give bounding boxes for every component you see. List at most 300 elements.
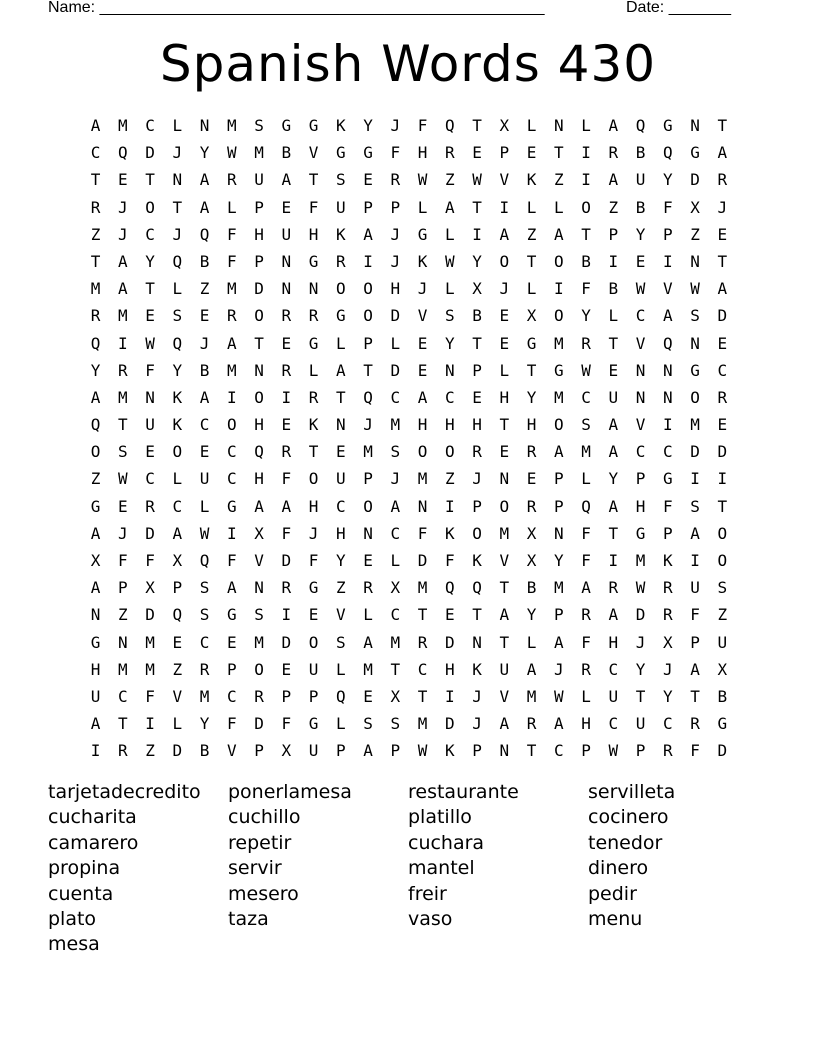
grid-letter: L <box>581 469 591 489</box>
grid-letter: G <box>308 578 319 598</box>
grid-letter: A <box>254 496 264 516</box>
grid-letter: F <box>227 251 237 271</box>
grid-letter: O <box>690 387 700 407</box>
grid-letter: I <box>145 714 155 734</box>
grid-letter: A <box>390 496 401 516</box>
grid-letter: I <box>717 469 728 489</box>
grid-letter: R <box>717 170 728 190</box>
grid-letter: I <box>445 686 455 706</box>
grid-letter: J <box>308 523 319 543</box>
grid-letter: L <box>172 469 183 489</box>
grid-letter: W <box>690 279 700 299</box>
grid-row <box>82 221 736 248</box>
grid-letter: X <box>526 523 537 543</box>
grid-letter: A <box>499 714 510 734</box>
grid-letter: O <box>254 306 264 326</box>
grid-row <box>82 493 736 520</box>
grid-letter: X <box>390 686 401 706</box>
grid-letter: L <box>526 197 537 217</box>
grid-letter: A <box>554 714 564 734</box>
grid-letter: U <box>308 659 319 679</box>
grid-letter: K <box>417 251 428 271</box>
grid-letter: M <box>227 279 237 299</box>
grid-letter: E <box>145 306 155 326</box>
grid-letter: L <box>199 496 210 516</box>
grid-letter: Z <box>336 578 346 598</box>
grid-letter: I <box>663 415 673 435</box>
grid-row <box>82 194 736 221</box>
grid-letter: M <box>417 714 428 734</box>
grid-letter: O <box>472 523 482 543</box>
grid-letter: R <box>118 360 128 380</box>
grid-letter: S <box>581 415 591 435</box>
grid-letter: T <box>363 360 373 380</box>
grid-letter: K <box>472 659 482 679</box>
grid-letter: F <box>308 551 319 570</box>
grid-letter: O <box>172 442 183 462</box>
grid-letter: C <box>90 143 101 163</box>
grid-letter: I <box>281 387 292 407</box>
grid-letter: E <box>472 387 482 407</box>
grid-letter: A <box>554 632 564 652</box>
grid-letter: Q <box>172 333 183 353</box>
grid-letter: R <box>608 578 619 598</box>
grid-letter: E <box>608 360 619 380</box>
grid-letter: F <box>227 551 237 570</box>
word-bank-item: camarero <box>48 831 139 854</box>
header <box>48 0 748 20</box>
grid-letter: J <box>472 714 482 734</box>
grid-letter: R <box>281 578 292 598</box>
grid-letter: V <box>499 551 510 570</box>
grid-row <box>82 656 736 683</box>
grid-letter: Z <box>690 224 700 244</box>
grid-letter: H <box>417 143 428 163</box>
grid-letter: A <box>90 714 101 734</box>
grid-letter: W <box>145 333 155 353</box>
grid-letter: I <box>90 741 101 761</box>
grid-letter: P <box>554 496 564 516</box>
grid-row <box>82 629 736 656</box>
grid-row <box>82 438 736 465</box>
grid-letter: I <box>690 469 700 489</box>
grid-letter: R <box>227 170 237 190</box>
grid-letter: T <box>336 387 346 407</box>
grid-letter: X <box>254 523 264 543</box>
grid-letter: J <box>554 659 564 679</box>
grid-letter: J <box>118 523 128 543</box>
grid-letter: C <box>390 605 401 625</box>
grid-letter: O <box>336 279 346 299</box>
grid-letter: U <box>608 387 619 407</box>
grid-letter: P <box>363 333 373 353</box>
grid-letter: C <box>172 496 183 516</box>
word-bank-item: mesa <box>48 933 100 956</box>
grid-letter: P <box>472 496 482 516</box>
grid-letter: Y <box>554 551 564 570</box>
grid-letter: T <box>472 197 482 217</box>
grid-letter: R <box>281 360 292 380</box>
grid-letter: R <box>118 741 128 761</box>
grid-letter: M <box>417 578 428 598</box>
grid-letter: P <box>608 224 619 244</box>
grid-letter: G <box>308 714 319 734</box>
grid-letter: N <box>417 496 428 516</box>
grid-row <box>82 302 736 329</box>
grid-letter: R <box>445 143 455 163</box>
grid-letter: L <box>581 686 591 706</box>
grid-letter: A <box>499 605 510 625</box>
word-bank-item: tarjetadecredito <box>48 781 201 803</box>
grid-letter: T <box>390 659 401 679</box>
grid-letter: P <box>281 686 292 706</box>
grid-letter: L <box>336 714 346 734</box>
grid-letter: Z <box>90 469 101 489</box>
grid-letter: Y <box>199 143 210 163</box>
grid-letter: X <box>90 551 101 570</box>
grid-letter: E <box>281 415 292 435</box>
grid-letter: G <box>336 143 346 163</box>
grid-letter: Y <box>199 714 210 734</box>
grid-letter: E <box>363 170 373 190</box>
word-bank-item: mesero <box>228 882 299 905</box>
grid-letter: Z <box>445 469 455 489</box>
grid-letter: A <box>499 224 510 244</box>
word-bank-item: servilleta <box>588 781 676 803</box>
grid-letter: M <box>417 469 428 489</box>
grid-letter: F <box>690 605 700 625</box>
grid-letter: A <box>118 251 128 271</box>
grid-letter: L <box>308 360 319 380</box>
grid-letter: L <box>172 279 183 299</box>
grid-letter: U <box>145 415 155 435</box>
grid-letter: A <box>363 741 373 761</box>
grid-letter: L <box>445 279 455 299</box>
grid-letter: W <box>199 523 210 543</box>
grid-letter: O <box>363 496 373 516</box>
grid-letter: U <box>635 170 646 190</box>
grid-letter: V <box>172 686 183 706</box>
grid-letter: O <box>717 523 728 543</box>
word-bank-item: plato <box>48 908 97 931</box>
word-bank-item: cuenta <box>48 882 114 905</box>
grid-letter: C <box>390 387 401 407</box>
grid-letter: R <box>417 632 428 652</box>
grid-letter: D <box>445 632 455 652</box>
grid-letter: J <box>417 279 428 299</box>
grid-letter: L <box>526 116 537 135</box>
grid-letter: K <box>445 741 455 761</box>
grid-letter: B <box>199 360 210 380</box>
grid-letter: E <box>635 251 646 271</box>
grid-letter: S <box>172 306 183 326</box>
grid-letter: F <box>690 741 700 761</box>
grid-letter: N <box>336 415 346 435</box>
grid-letter: N <box>281 251 292 271</box>
grid-letter: U <box>308 741 319 761</box>
grid-row <box>82 330 736 357</box>
grid-letter: T <box>717 116 728 135</box>
grid-letter: K <box>445 523 455 543</box>
grid-letter: H <box>308 496 319 516</box>
word-bank-item: cocinero <box>588 806 669 829</box>
grid-letter: P <box>554 469 564 489</box>
grid-letter: W <box>118 469 128 489</box>
grid-letter: J <box>390 116 401 135</box>
grid-letter: O <box>308 469 319 489</box>
grid-letter: E <box>717 224 728 244</box>
grid-letter: P <box>172 578 183 598</box>
grid-letter: B <box>635 197 646 217</box>
grid-letter: R <box>663 741 673 761</box>
grid-letter: Y <box>445 333 455 353</box>
grid-letter: B <box>526 578 537 598</box>
grid-row <box>82 166 736 193</box>
grid-letter: N <box>254 360 264 380</box>
grid-letter: P <box>254 197 264 217</box>
grid-letter: A <box>118 279 128 299</box>
grid-letter: S <box>254 116 264 135</box>
grid-letter: C <box>663 714 673 734</box>
grid-letter: L <box>172 116 183 135</box>
grid-row <box>82 574 736 601</box>
grid-letter: L <box>445 224 455 244</box>
grid-letter: U <box>608 686 619 706</box>
grid-letter: D <box>254 714 264 734</box>
grid-letter: Q <box>90 333 101 353</box>
grid-letter: W <box>445 251 455 271</box>
grid-letter: G <box>690 143 700 163</box>
grid-letter: P <box>690 632 700 652</box>
grid-letter: S <box>690 306 700 326</box>
grid-letter: G <box>90 496 101 516</box>
grid-letter: J <box>635 632 646 652</box>
grid-letter: Z <box>526 224 537 244</box>
grid-letter: E <box>526 469 537 489</box>
grid-letter: W <box>581 360 591 380</box>
grid-letter: G <box>417 224 428 244</box>
grid-letter: J <box>172 224 183 244</box>
grid-letter: L <box>526 632 537 652</box>
grid-letter: J <box>717 197 728 217</box>
grid-letter: O <box>445 442 455 462</box>
grid-letter: T <box>90 170 101 190</box>
grid-letter: N <box>254 578 264 598</box>
grid-letter: R <box>663 605 673 625</box>
grid-letter: G <box>90 632 101 652</box>
grid-letter: M <box>145 659 155 679</box>
grid-letter: W <box>635 279 646 299</box>
grid-letter: A <box>90 578 101 598</box>
grid-letter: E <box>145 442 155 462</box>
grid-letter: B <box>199 741 210 761</box>
grid-letter: P <box>635 741 646 761</box>
grid-letter: A <box>90 523 101 543</box>
grid-letter: N <box>199 116 210 135</box>
grid-letter: S <box>363 714 373 734</box>
grid-letter: W <box>227 143 237 163</box>
grid-letter: B <box>281 143 292 163</box>
grid-letter: A <box>608 415 619 435</box>
grid-letter: A <box>336 360 346 380</box>
grid-letter: P <box>663 523 673 543</box>
grid-letter: O <box>717 551 728 570</box>
grid-letter: D <box>145 143 155 163</box>
grid-letter: D <box>690 170 700 190</box>
grid-letter: I <box>227 523 237 543</box>
grid-letter: R <box>663 578 673 598</box>
grid-letter: Q <box>445 578 455 598</box>
grid-letter: U <box>717 632 728 652</box>
grid-letter: O <box>417 442 428 462</box>
grid-letter: C <box>581 387 591 407</box>
grid-letter: E <box>281 197 292 217</box>
grid-letter: N <box>635 360 646 380</box>
grid-letter: S <box>336 170 346 190</box>
grid-letter: F <box>581 551 591 570</box>
word-bank-item: menu <box>588 908 643 931</box>
grid-letter: T <box>526 251 537 271</box>
grid-letter: P <box>635 469 646 489</box>
grid-letter: N <box>690 333 700 353</box>
grid-letter: L <box>608 306 619 326</box>
grid-letter: N <box>499 741 510 761</box>
grid-letter: X <box>281 741 292 761</box>
grid-letter: B <box>472 306 482 326</box>
grid-letter: Y <box>472 251 482 271</box>
grid-letter: O <box>308 632 319 652</box>
grid-letter: I <box>554 279 564 299</box>
grid-letter: S <box>199 605 210 625</box>
grid-letter: M <box>690 415 700 435</box>
grid-letter: G <box>227 496 237 516</box>
grid-letter: T <box>499 578 510 598</box>
grid-letter: Y <box>526 605 537 625</box>
grid-letter: D <box>717 741 728 761</box>
grid-letter: N <box>499 469 510 489</box>
grid-letter: D <box>172 741 183 761</box>
grid-letter: Z <box>172 659 183 679</box>
word-bank-item: cucharita <box>48 806 137 829</box>
grid-letter: T <box>118 415 128 435</box>
grid-letter: Y <box>635 659 646 679</box>
grid-letter: P <box>499 143 510 163</box>
grid-letter: T <box>417 605 428 625</box>
grid-letter: E <box>445 605 455 625</box>
grid-row <box>82 737 736 764</box>
grid-letter: X <box>472 279 482 299</box>
grid-letter: Y <box>663 170 673 190</box>
grid-letter: L <box>336 333 346 353</box>
grid-letter: E <box>199 306 210 326</box>
grid-letter: T <box>172 197 183 217</box>
word-bank-item: repetir <box>228 831 292 854</box>
grid-letter: T <box>145 170 155 190</box>
grid-letter: L <box>390 333 401 353</box>
grid-letter: H <box>336 523 346 543</box>
grid-letter: V <box>417 306 428 326</box>
grid-letter: M <box>390 415 401 435</box>
grid-letter: T <box>308 170 319 190</box>
grid-letter: R <box>90 197 101 217</box>
grid-letter: E <box>417 360 428 380</box>
grid-letter: I <box>608 551 619 570</box>
grid-letter: N <box>690 251 700 271</box>
grid-letter: Q <box>254 442 264 462</box>
grid-letter: T <box>472 605 482 625</box>
grid-letter: P <box>254 741 264 761</box>
word-bank-item: tenedor <box>588 831 663 854</box>
grid-letter: E <box>526 143 537 163</box>
grid-letter: L <box>172 714 183 734</box>
grid-letter: N <box>308 279 319 299</box>
grid-letter: E <box>199 442 210 462</box>
grid-letter: F <box>145 551 155 570</box>
grid-letter: F <box>663 496 673 516</box>
grid-letter: I <box>227 387 237 407</box>
grid-letter: A <box>608 116 619 135</box>
grid-letter: E <box>281 659 292 679</box>
grid-letter: G <box>281 116 292 135</box>
grid-letter: F <box>281 523 292 543</box>
grid-letter: H <box>390 279 401 299</box>
grid-letter: O <box>145 197 155 217</box>
grid-letter: J <box>118 224 128 244</box>
grid-letter: T <box>717 251 728 271</box>
grid-letter: L <box>526 279 537 299</box>
grid-letter: R <box>281 306 292 326</box>
grid-letter: A <box>608 496 619 516</box>
word-bank-item: freir <box>408 882 447 905</box>
grid-letter: C <box>608 714 619 734</box>
date-field-label: Date: _______ <box>626 0 731 16</box>
grid-letter: M <box>554 578 564 598</box>
word-bank-item: pedir <box>588 882 637 905</box>
grid-row <box>82 384 736 411</box>
grid-letter: C <box>336 496 346 516</box>
grid-letter: E <box>118 496 128 516</box>
grid-letter: P <box>472 360 482 380</box>
grid-letter: H <box>254 469 264 489</box>
grid-letter: E <box>281 333 292 353</box>
grid-letter: X <box>172 551 183 570</box>
grid-letter: R <box>717 387 728 407</box>
grid-letter: E <box>363 686 373 706</box>
grid-letter: U <box>281 224 292 244</box>
grid-letter: E <box>499 306 510 326</box>
grid-letter: T <box>581 224 591 244</box>
grid-letter: Q <box>199 224 210 244</box>
grid-letter: Y <box>145 251 155 271</box>
grid-letter: F <box>145 686 155 706</box>
grid-letter: Q <box>172 605 183 625</box>
grid-letter: R <box>581 659 591 679</box>
grid-letter: T <box>308 442 319 462</box>
grid-letter: C <box>118 686 128 706</box>
grid-row <box>82 465 736 492</box>
grid-letter: O <box>581 197 591 217</box>
grid-letter: A <box>608 605 619 625</box>
grid-letter: T <box>554 143 564 163</box>
grid-letter: T <box>145 279 155 299</box>
grid-letter: A <box>90 116 101 135</box>
grid-letter: N <box>690 116 700 135</box>
grid-letter: M <box>90 279 101 299</box>
grid-letter: W <box>472 170 482 190</box>
grid-letter: M <box>118 116 128 135</box>
grid-letter: P <box>308 686 319 706</box>
grid-letter: X <box>690 197 700 217</box>
